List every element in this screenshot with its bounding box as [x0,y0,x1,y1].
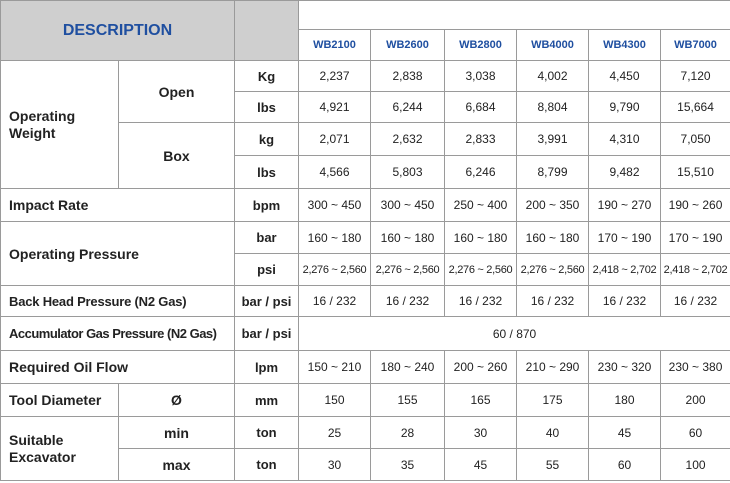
value-cell: 150 [299,384,371,417]
value-cell: 2,071 [299,123,371,156]
value-cell: 170 ~ 190 [661,222,730,254]
operating-pressure-label: Operating Pressure [1,222,235,286]
model-header: WB2800 [445,30,517,61]
value-cell: 160 ~ 180 [299,222,371,254]
required-oil-flow-label: Required Oil Flow [1,351,235,384]
model-header: WB4300 [589,30,661,61]
value-cell: 4,002 [517,61,589,92]
unit-cell: bar [235,222,299,254]
value-cell: 16 / 232 [445,286,517,317]
open-label: Open [119,61,235,123]
value-cell: 180 [589,384,661,417]
value-cell: 300 ~ 450 [371,189,445,222]
unit-cell: lbs [235,156,299,189]
value-cell: 160 ~ 180 [445,222,517,254]
accumulator-gas-pressure-label: Accumulator Gas Pressure (N2 Gas) [1,317,235,351]
value-cell: 2,237 [299,61,371,92]
value-cell: 210 ~ 290 [517,351,589,384]
value-cell: 230 ~ 380 [661,351,730,384]
value-cell: 2,276 ~ 2,560 [517,254,589,286]
value-cell: 2,833 [445,123,517,156]
value-cell: 180 ~ 240 [371,351,445,384]
value-cell: 200 [661,384,730,417]
value-cell: 165 [445,384,517,417]
unit-cell: lpm [235,351,299,384]
unit-cell: kg [235,123,299,156]
value-cell: 2,418 ~ 2,702 [589,254,661,286]
value-cell: 9,790 [589,92,661,123]
value-cell: 160 ~ 180 [371,222,445,254]
value-cell: 7,120 [661,61,730,92]
unit-cell: psi [235,254,299,286]
value-cell: 6,244 [371,92,445,123]
unit-cell: bar / psi [235,317,299,351]
model-header: WB4000 [517,30,589,61]
value-cell: 16 / 232 [517,286,589,317]
value-cell: 5,803 [371,156,445,189]
tool-diameter-label: Tool Diameter [1,384,119,417]
value-cell: 100 [661,449,730,481]
value-cell: 7,050 [661,123,730,156]
value-cell: 4,921 [299,92,371,123]
unit-header [235,1,299,61]
value-cell: 16 / 232 [661,286,730,317]
value-cell: 200 ~ 350 [517,189,589,222]
value-cell: 16 / 232 [299,286,371,317]
back-head-pressure-label: Back Head Pressure (N2 Gas) [1,286,235,317]
model-header: WB2600 [371,30,445,61]
suitable-excavator-label: Suitable Excavator [1,417,119,481]
value-cell: 40 [517,417,589,449]
value-cell: 16 / 232 [371,286,445,317]
value-cell-merged: 60 / 870 [299,317,730,351]
value-cell: 2,632 [371,123,445,156]
min-label: min [119,417,235,449]
description-header: DESCRIPTION [1,1,235,61]
value-cell: 60 [589,449,661,481]
value-cell: 150 ~ 210 [299,351,371,384]
value-cell: 3,038 [445,61,517,92]
value-cell: 60 [661,417,730,449]
value-cell: 15,664 [661,92,730,123]
max-label: max [119,449,235,481]
value-cell: 45 [445,449,517,481]
value-cell: 190 ~ 270 [589,189,661,222]
unit-cell: ton [235,417,299,449]
unit-cell: mm [235,384,299,417]
value-cell: 200 ~ 260 [445,351,517,384]
model-header-band [299,1,730,30]
value-cell: 230 ~ 320 [589,351,661,384]
unit-cell: bpm [235,189,299,222]
value-cell: 28 [371,417,445,449]
model-header: WB2100 [299,30,371,61]
value-cell: 160 ~ 180 [517,222,589,254]
value-cell: 45 [589,417,661,449]
unit-cell: Kg [235,61,299,92]
value-cell: 2,276 ~ 2,560 [371,254,445,286]
unit-cell: lbs [235,92,299,123]
value-cell: 4,310 [589,123,661,156]
model-header: WB7000 [661,30,730,61]
value-cell: 155 [371,384,445,417]
value-cell: 6,246 [445,156,517,189]
value-cell: 300 ~ 450 [299,189,371,222]
value-cell: 8,799 [517,156,589,189]
value-cell: 9,482 [589,156,661,189]
value-cell: 2,276 ~ 2,560 [299,254,371,286]
unit-cell: ton [235,449,299,481]
value-cell: 8,804 [517,92,589,123]
unit-cell: bar / psi [235,286,299,317]
value-cell: 30 [299,449,371,481]
value-cell: 4,566 [299,156,371,189]
operating-weight-label: Operating Weight [1,61,119,189]
value-cell: 16 / 232 [589,286,661,317]
value-cell: 3,991 [517,123,589,156]
value-cell: 170 ~ 190 [589,222,661,254]
value-cell: 2,276 ~ 2,560 [445,254,517,286]
value-cell: 25 [299,417,371,449]
value-cell: 2,418 ~ 2,702 [661,254,730,286]
impact-rate-label: Impact Rate [1,189,235,222]
value-cell: 35 [371,449,445,481]
value-cell: 15,510 [661,156,730,189]
value-cell: 4,450 [589,61,661,92]
value-cell: 55 [517,449,589,481]
value-cell: 30 [445,417,517,449]
value-cell: 2,838 [371,61,445,92]
box-label: Box [119,123,235,189]
value-cell: 6,684 [445,92,517,123]
value-cell: 190 ~ 260 [661,189,730,222]
value-cell: 250 ~ 400 [445,189,517,222]
diameter-symbol: Ø [119,384,235,417]
value-cell: 175 [517,384,589,417]
